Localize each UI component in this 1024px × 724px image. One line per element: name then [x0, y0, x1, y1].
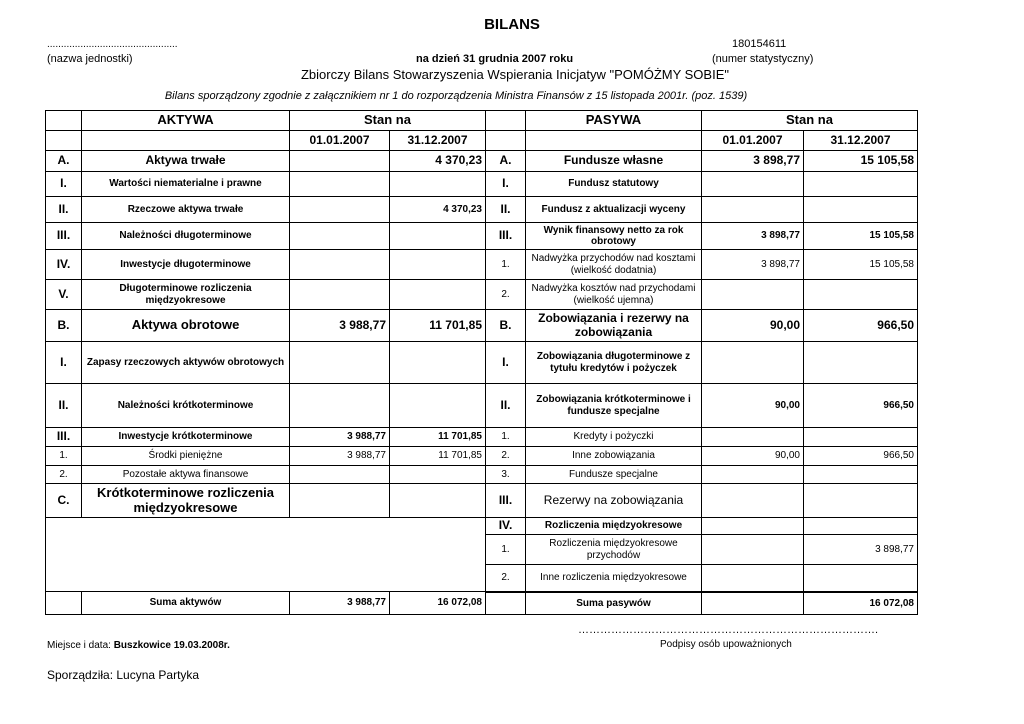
aktywa-label: Długoterminowe rozliczenia międzyokresowe	[82, 280, 290, 310]
aktywa-value-end	[390, 172, 486, 197]
pasywa-value-end	[804, 428, 918, 447]
pasywa-value-start	[702, 280, 804, 310]
pasywa-value-end: 966,50	[804, 310, 918, 342]
aktywa-label: Krótkoterminowe rozliczenia międzyokresowe	[82, 484, 290, 518]
pasywa-value-end	[804, 172, 918, 197]
pasywa-id: 1.	[486, 535, 526, 565]
pasywa-value-end: 3 898,77	[804, 535, 918, 565]
pasywa-label: Inne zobowiązania	[526, 447, 702, 466]
pasywa-id: 2.	[486, 280, 526, 310]
pasywa-id: B.	[486, 310, 526, 342]
table-row	[46, 172, 918, 197]
pasywa-value-end	[804, 518, 918, 535]
aktywa-value-end	[390, 342, 486, 384]
pasywa-id: III.	[486, 223, 526, 250]
signature-line: ……………………………………………………………………….	[578, 624, 879, 636]
aktywa-value-end	[390, 384, 486, 428]
signature-label: Podpisy osób upoważnionych	[660, 639, 792, 650]
pasywa-id: I.	[486, 342, 526, 384]
pasywa-value-end: 15 105,58	[804, 151, 918, 172]
aktywa-label: Należności krótkoterminowe	[82, 384, 290, 428]
aktywa-date-end: 31.12.2007	[390, 131, 486, 151]
pasywa-label: Zobowiązania i rezerwy na zobowiązania	[526, 310, 702, 342]
aktywa-value-start: 3 988,77	[290, 310, 390, 342]
aktywa-value-end: 11 701,85	[390, 447, 486, 466]
legal-note: Bilans sporządzony zgodnie z załącznikiem nr 1 do rozporządzenia Ministra Finansów z 15 listopada 2001r. (poz. 1539)	[164, 90, 748, 102]
aktywa-label: Należności długoterminowe	[82, 223, 290, 250]
pasywa-value-start	[702, 342, 804, 384]
pasywa-id: A.	[486, 151, 526, 172]
place-and-date	[47, 640, 230, 651]
aktywa-id: A.	[46, 151, 82, 172]
pasywa-value-start: 90,00	[702, 447, 804, 466]
aktywa-value-start	[290, 466, 390, 484]
aktywa-label: Aktywa trwałe	[82, 151, 290, 172]
sum-pasywow-start	[702, 592, 804, 615]
pasywa-id: 2.	[486, 447, 526, 466]
aktywa-label: Zapasy rzeczowych aktywów obrotowych	[82, 342, 290, 384]
balance-table	[45, 110, 918, 615]
aktywa-value-end	[390, 250, 486, 280]
balance-date-label: na dzień 31 grudnia 2007 roku	[416, 53, 574, 65]
pasywa-label: Nadwyżka kosztów nad przychodami (wielkość ujemna)	[526, 280, 702, 310]
aktywa-id: B.	[46, 310, 82, 342]
sum-aktywow-label: Suma aktywów	[82, 592, 290, 615]
aktywa-value-start	[290, 342, 390, 384]
pasywa-value-end: 15 105,58	[804, 250, 918, 280]
sum-pasywow-label: Suma pasywów	[526, 592, 702, 615]
pasywa-id: III.	[486, 484, 526, 518]
aktywa-value-start	[290, 151, 390, 172]
pasywa-id: 1.	[486, 250, 526, 280]
prepared-by: Sporządziła: Lucyna Partyka	[47, 668, 200, 682]
aktywa-id: C.	[46, 484, 82, 518]
pasywa-value-start: 3 898,77	[702, 151, 804, 172]
aktywa-id: 1.	[46, 447, 82, 466]
aktywa-id: 2.	[46, 466, 82, 484]
pasywa-id: I.	[486, 172, 526, 197]
pasywa-value-start: 3 898,77	[702, 223, 804, 250]
aktywa-value-end: 4 370,23	[390, 151, 486, 172]
aktywa-value-end	[390, 280, 486, 310]
table-row	[46, 466, 918, 484]
pasywa-id: 2.	[486, 565, 526, 592]
aktywa-value-end	[390, 466, 486, 484]
statistical-number-label: (numer statystyczny)	[712, 53, 814, 65]
aktywa-stan-na-header: Stan na	[290, 111, 486, 131]
pasywa-label: Fundusze własne	[526, 151, 702, 172]
statistical-number: 180154611	[732, 38, 787, 50]
pasywa-date-end: 31.12.2007	[804, 131, 918, 151]
pasywa-header: PASYWA	[526, 111, 702, 131]
pasywa-value-end	[804, 280, 918, 310]
pasywa-value-start	[702, 518, 804, 535]
pasywa-value-end: 966,50	[804, 447, 918, 466]
aktywa-value-start	[290, 280, 390, 310]
table-row	[46, 250, 918, 280]
pasywa-label: Rozliczenia międzyokresowe	[526, 518, 702, 535]
pasywa-value-start	[702, 466, 804, 484]
table-row	[46, 428, 918, 447]
pasywa-label: Inne rozliczenia międzyokresowe	[526, 565, 702, 592]
table-header-row	[46, 111, 918, 131]
pasywa-id: II.	[486, 384, 526, 428]
table-row	[46, 310, 918, 342]
aktywa-label: Aktywa obrotowe	[82, 310, 290, 342]
table-row	[46, 223, 918, 250]
pasywa-value-start	[702, 172, 804, 197]
pasywa-value-end	[804, 565, 918, 592]
aktywa-id: V.	[46, 280, 82, 310]
aktywa-label: Wartości niematerialne i prawne	[82, 172, 290, 197]
aktywa-value-start: 3 988,77	[290, 428, 390, 447]
pasywa-value-start	[702, 428, 804, 447]
table-row	[46, 151, 918, 172]
aktywa-id: II.	[46, 384, 82, 428]
pasywa-value-start	[702, 197, 804, 223]
aktywa-id: II.	[46, 197, 82, 223]
aktywa-value-end	[390, 223, 486, 250]
pasywa-id: II.	[486, 197, 526, 223]
pasywa-value-start: 90,00	[702, 310, 804, 342]
sum-pasywow-end: 16 072,08	[804, 592, 918, 615]
pasywa-value-end	[804, 342, 918, 384]
pasywa-label: Rezerwy na zobowiązania	[526, 484, 702, 518]
sum-aktywow-end: 16 072,08	[390, 592, 486, 615]
aktywa-value-end: 11 701,85	[390, 428, 486, 447]
table-row	[46, 384, 918, 428]
aktywa-value-start: 3 988,77	[290, 447, 390, 466]
aktywa-label: Inwestycje krótkoterminowe	[82, 428, 290, 447]
pasywa-id: IV.	[486, 518, 526, 535]
aktywa-date-start: 01.01.2007	[290, 131, 390, 151]
pasywa-value-end: 15 105,58	[804, 223, 918, 250]
aktywa-label: Pozostałe aktywa finansowe	[82, 466, 290, 484]
aktywa-id: IV.	[46, 250, 82, 280]
pasywa-label: Fundusz z aktualizacji wyceny	[526, 197, 702, 223]
pasywa-id: 3.	[486, 466, 526, 484]
pasywa-label: Nadwyżka przychodów nad kosztami (wielkość dodatnia)	[526, 250, 702, 280]
pasywa-value-end	[804, 484, 918, 518]
pasywa-label: Wynik finansowy netto za rok obrotowy	[526, 223, 702, 250]
aktywa-id: III.	[46, 428, 82, 447]
pasywa-value-start	[702, 535, 804, 565]
aktywa-id: I.	[46, 342, 82, 384]
table-row	[46, 518, 918, 535]
sum-aktywow-start: 3 988,77	[290, 592, 390, 615]
pasywa-label: Zobowiązania krótkoterminowe i fundusze specjalne	[526, 384, 702, 428]
aktywa-id: III.	[46, 223, 82, 250]
pasywa-id: 1.	[486, 428, 526, 447]
aktywa-value-start	[290, 172, 390, 197]
place-label: Miejsce i data:	[47, 640, 111, 651]
aktywa-label: Inwestycje długoterminowe	[82, 250, 290, 280]
entity-name-label: (nazwa jednostki)	[47, 53, 133, 65]
pasywa-date-start: 01.01.2007	[702, 131, 804, 151]
aktywa-label: Środki pieniężne	[82, 447, 290, 466]
aktywa-value-end: 4 370,23	[390, 197, 486, 223]
pasywa-label: Kredyty i pożyczki	[526, 428, 702, 447]
pasywa-value-end	[804, 466, 918, 484]
table-row	[46, 342, 918, 384]
pasywa-value-end: 966,50	[804, 384, 918, 428]
table-row	[46, 484, 918, 518]
aktywa-value-end	[390, 484, 486, 518]
table-row	[46, 197, 918, 223]
pasywa-label: Rozliczenia międzyokresowe przychodów	[526, 535, 702, 565]
pasywa-value-end	[804, 197, 918, 223]
pasywa-value-start: 3 898,77	[702, 250, 804, 280]
aktywa-header: AKTYWA	[82, 111, 290, 131]
aktywa-value-start	[290, 384, 390, 428]
table-row	[46, 447, 918, 466]
sum-row	[46, 592, 918, 615]
pasywa-label: Zobowiązania długoterminowe z tytułu kredytów i pożyczek	[526, 342, 702, 384]
pasywa-value-start: 90,00	[702, 384, 804, 428]
document-subtitle: Zbiorczy Bilans Stowarzyszenia Wspierania Inicjatyw "POMÓŻMY SOBIE"	[300, 67, 729, 82]
aktywa-label: Rzeczowe aktywa trwałe	[82, 197, 290, 223]
entity-name-dots: ...............................................	[47, 39, 178, 50]
pasywa-label: Fundusz statutowy	[526, 172, 702, 197]
aktywa-id: I.	[46, 172, 82, 197]
table-date-row	[46, 131, 918, 151]
aktywa-value-end: 11 701,85	[390, 310, 486, 342]
aktywa-value-start	[290, 484, 390, 518]
pasywa-label: Fundusze specjalne	[526, 466, 702, 484]
pasywa-stan-na-header: Stan na	[702, 111, 918, 131]
document-title: BILANS	[484, 16, 540, 33]
pasywa-value-start	[702, 484, 804, 518]
table-row	[46, 280, 918, 310]
aktywa-value-start	[290, 223, 390, 250]
place-value: Buszkowice 19.03.2008r.	[113, 640, 230, 651]
aktywa-empty-area	[46, 518, 486, 592]
aktywa-value-start	[290, 197, 390, 223]
pasywa-value-start	[702, 565, 804, 592]
aktywa-value-start	[290, 250, 390, 280]
